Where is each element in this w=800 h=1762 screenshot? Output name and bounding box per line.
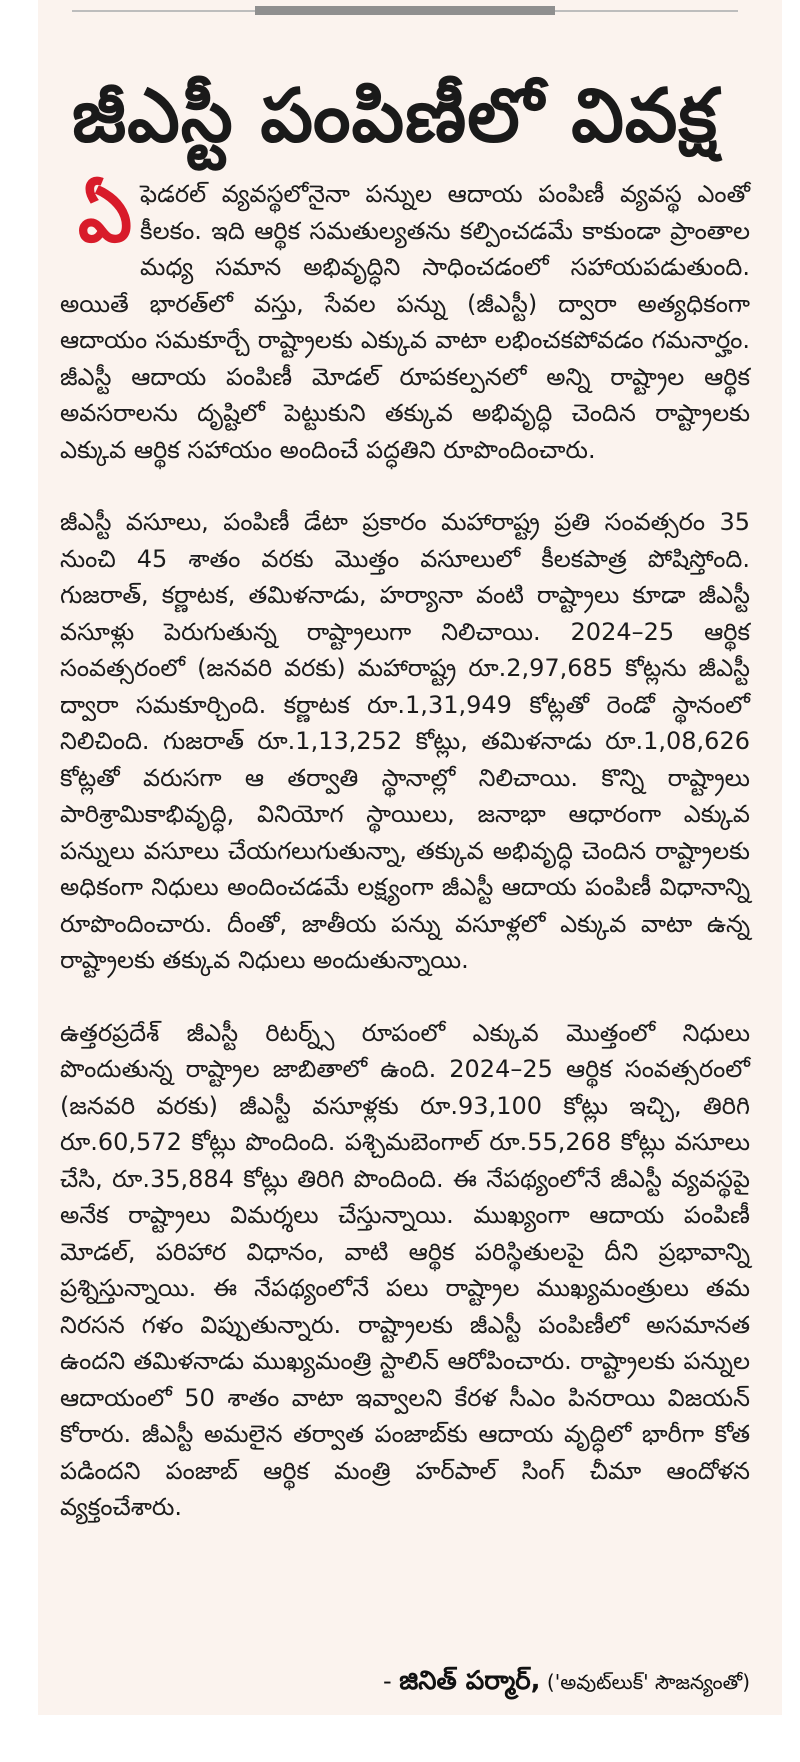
paragraph-1-text: ఫెడరల్ వ్యవస్థలోనైనా పన్నుల ఆదాయ పంపిణీ వ్యవస్థ ఎంతో కీలకం. ఇది ఆర్థిక సమతుల్యతను కల్పించడమే కాకుండా ప్రాంతాల మధ్య సమాన అభివృద్ధిని సాధించడంలో సహాయపడుతుంది. అయితే భారత్‌లో వస్తు, సేవల పన్ను (జీఎస్టీ) ద్వారా అత్యధికంగా ఆదాయం సమకూర్చే రాష్ట్రాలకు ఎక్కువ వాటా లభించకపోవడం గమనార్హం. జీఎస్టీ ఆదాయ పంపిణీ మోడల్ రూపకల్పనలో అన్ని రాష్ట్రాల ఆర్థిక అవసరాలను దృష్టిలో పెట్టుకుని తక్కువ అభివృద్ధి చెందిన రాష్ట్రాలకు ఎక్కువ ఆర్థిక సహాయం అందించే పద్ధతిని రూపొందించారు. <box>60 180 750 464</box>
byline-author: జినిత్ పర్మార్, <box>399 1666 541 1696</box>
page-title: జీఎస్టీ పంపిణీలో వివక్ష <box>72 73 719 159</box>
article-paragraph-3: ఉత్తరప్రదేశ్ జీఎస్టీ రిటర్న్స్ రూపంలో ఎక్కువ మొత్తంలో నిధులు పొందుతున్న రాష్ట్రాల జాబితాలో ఉంది. 2024–25 ఆర్థిక సంవత్సరంలో (జనవరి వరకు) జీఎస్టీ వసూళ్లకు రూ.93,100 కోట్లు ఇచ్చి, తిరిగి రూ.60,572 కోట్లు పొందింది. పశ్చిమబెంగాల్ రూ.55,268 కోట్లు వసూలు చేసి, రూ.35,884 కోట్లు తిరిగి పొందింది. ఈ నేపథ్యంలోనే జీఎస్టీ వ్యవస్థపై అనేక రాష్ట్రాలు విమర్శలు చేస్తున్నాయి. ముఖ్యంగా ఆదాయ పంపిణీ మోడల్, పరిహార విధానం, వాటి ఆర్థిక పరిస్థితులపై దీని ప్రభావాన్ని ప్రశ్నిస్తున్నాయి. ఈ నేపథ్యంలోనే పలు రాష్ట్రాల ముఖ్యమంత్రులు తమ నిరసన గళం విప్పుతున్నారు. రాష్ట్రాలకు జీఎస్టీ పంపిణీలో అసమానత ఉందని తమిళనాడు ముఖ్యమంత్రి స్టాలిన్ ఆరోపించారు. రాష్ట్రాలకు పన్నుల ఆదాయంలో 50 శాతం వాటా ఇవ్వాలని కేరళ సీఎం పినరాయి విజయన్ కోరారు. జీఎస్టీ అమలైన తర్వాత పంజాబ్‌కు ఆదాయ వృద్ధిలో భారీగా కోత పడిందని పంజాబ్ ఆర్థిక మంత్రి హర్‌పాల్ సింగ్ చీమా ఆందోళన వ్యక్తంచేశారు. <box>60 1018 750 1521</box>
article-body <box>60 170 750 1526</box>
byline-credit: ('అవుట్‌లుక్' సౌజన్యంతో) <box>540 1670 750 1694</box>
drop-cap: ఏ <box>78 170 133 259</box>
article-paragraph-1 <box>60 170 750 468</box>
top-bar-decoration <box>255 6 555 15</box>
article-paragraph-2: జీఎస్టీ వసూలు, పంపిణీ డేటా ప్రకారం మహారాష్ట్ర ప్రతి సంవత్సరం 35 నుంచి 45 శాతం వరకు మొత్తం వసూలులో కీలకపాత్ర పోషిస్తోంది. గుజరాత్, కర్ణాటక, తమిళనాడు, హర్యానా వంటి రాష్ట్రాలు కూడా జీఎస్టీ వసూళ్లు పెరుగుతున్న రాష్ట్రాలుగా నిలిచాయి. 2024–25 ఆర్థిక సంవత్సరంలో (జనవరి వరకు) మహారాష్ట్ర రూ.2,97,685 కోట్లను జీఎస్టీ ద్వారా సమకూర్చింది. కర్ణాటక రూ.1,31,949 కోట్లతో రెండో స్థానంలో నిలిచింది. గుజరాత్ రూ.1,13,252 కోట్లు, తమిళనాడు రూ.1,08,626 కోట్లతో వరుసగా ఆ తర్వాతి స్థానాల్లో నిలిచాయి. కొన్ని రాష్ట్రాలు పారిశ్రామికాభివృద్ధి, వినియోగ స్థాయిలు, జనాభా ఆధారంగా ఎక్కువ పన్నులు వసూలు చేయగలుగుతున్నా, తక్కువ అభివృద్ధి చెందిన రాష్ట్రాలకు అధికంగా నిధులు అందించడమే లక్ష్యంగా జీఎస్టీ ఆదాయ పంపిణీ విధానాన్ని రూపొందించారు. దీంతో, జాతీయ పన్ను వసూళ్లలో ఎక్కువ వాటా ఉన్న రాష్ట్రాలకు తక్కువ నిధులు అందుతున్నాయి. <box>60 508 750 974</box>
byline-prefix: - <box>382 1667 400 1695</box>
byline <box>383 1666 750 1702</box>
